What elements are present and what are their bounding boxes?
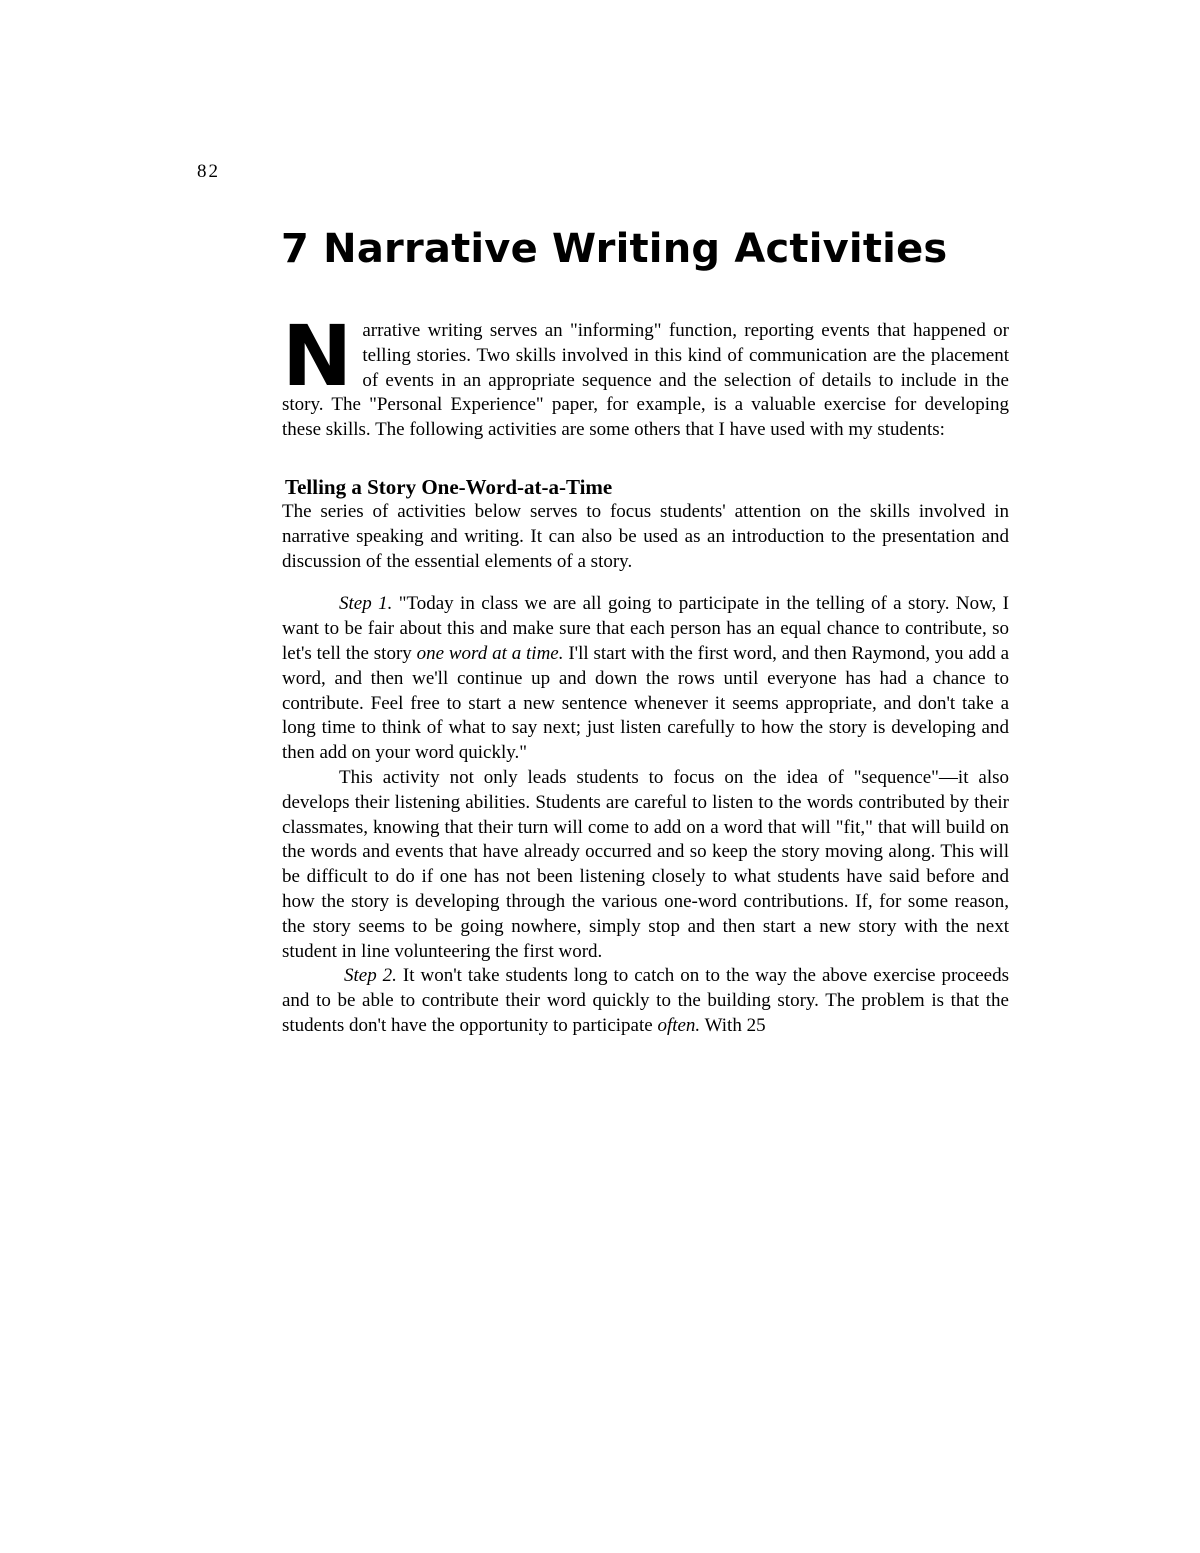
section-lead-paragraph: The series of activities below serves to focus students' attention on the skills involved in narrative speaking and writing. It can also be used as an introduction to the presentation and discussion of the essential elements of a story. <box>282 500 1009 572</box>
step-2-paragraph <box>282 964 1009 1038</box>
step-1-paragraph <box>282 592 1009 766</box>
step-2-emphasis: often. <box>657 1014 701 1036</box>
chapter-title: 7 Narrative Writing Activities <box>281 226 948 272</box>
intro-paragraph <box>282 307 1009 443</box>
step-1-text-after: I'll start with the first word, and then Raymond, you add a word, and then we'll continue up and down the rows until everyone has had a chance to contribute. Feel free to start a new sentence whenever it seems appropriate, and don't take a long time to think of what to say next; just listen carefully to how the story is developing and then add on your word quickly." <box>282 642 1010 764</box>
step-1-emphasis: one word at a time. <box>416 642 564 664</box>
page-content <box>282 307 1010 1039</box>
page-number: 82 <box>197 161 220 182</box>
discussion-paragraph: This activity not only leads students to focus on the idea of "sequence"—it also develops their listening abilities. Students are careful to listen to the words contributed by their classmates, knowing that their turn will come to add on a word that will "fit," that will build on the words and events that have already occurred and so keep the story moving along. This will be difficult to do if one has not been listening closely to what students have said before and how the story is developing through the various one-word contributions. If, for some reason, the story seems to be going nowhere, simply stop and then start a new story with the next student in line volunteering the first word. <box>282 766 1009 962</box>
step-2-label: Step 2. <box>344 965 397 987</box>
step-2-text-before: It won't take students long to catch on to the way the above exercise proceeds and to be able to contribute their word quickly to the building story. The problem is that the students don't have the opportunity to participate <box>282 965 1009 1036</box>
section-heading: Telling a Story One-Word-at-a-Time <box>285 474 613 499</box>
drop-cap: N <box>282 307 353 405</box>
step-2-text-after: With 25 <box>704 1014 766 1036</box>
step-1-text-before: "Today in class we are all going to participate in the telling of a story. Now, I want to be fair about this and make sure that each person has an equal chance to contribute, so let's tell the story <box>282 593 1010 664</box>
step-1-label: Step 1. <box>339 593 393 615</box>
intro-text: arrative writing serves an "informing" function, reporting events that happened or telling stories. Two skills involved in this kind of communication are the placement of events in an appropriate sequence and the selection of details to include in the story. The "Personal Experience" paper, for example, is a valuable exercise for developing these skills. The following activities are some others that I have used with my students: <box>282 320 1009 441</box>
